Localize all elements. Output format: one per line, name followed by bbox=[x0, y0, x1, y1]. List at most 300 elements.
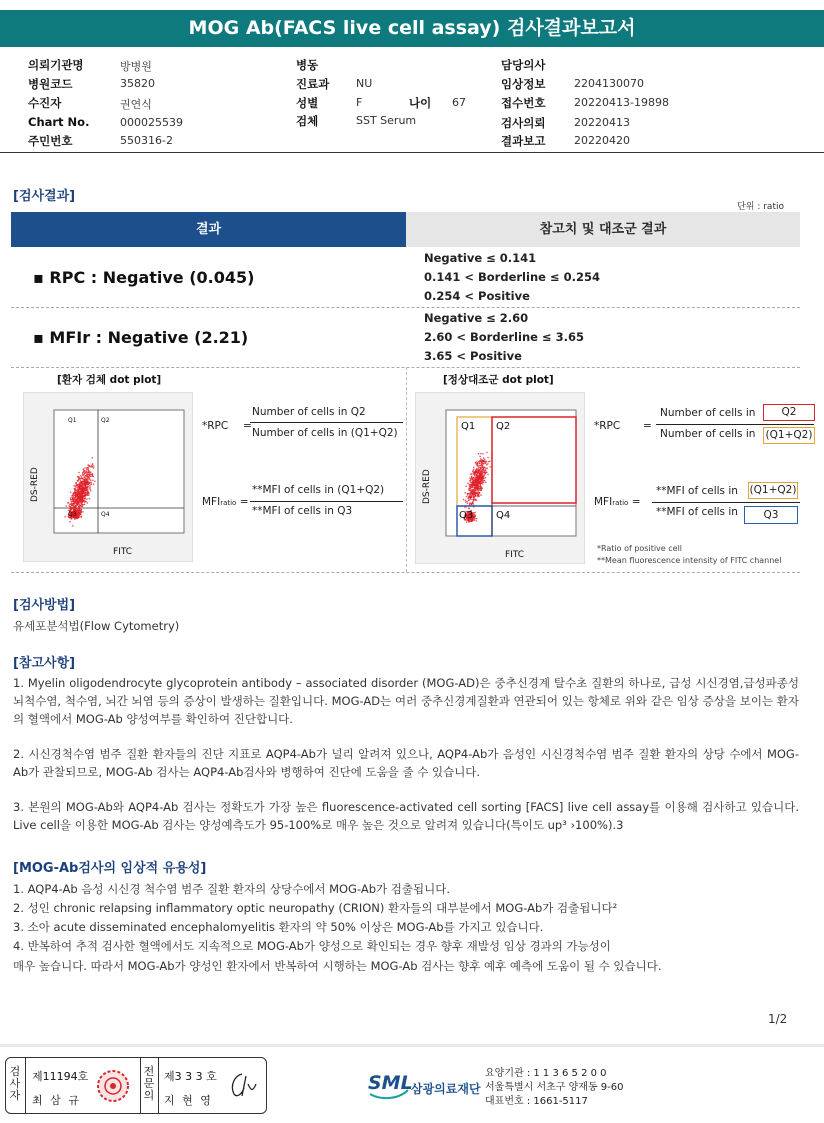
dot bbox=[473, 491, 475, 493]
dot bbox=[77, 488, 79, 490]
dot bbox=[468, 488, 470, 490]
mfi-subscript: ratio bbox=[612, 499, 629, 507]
plot-divider bbox=[406, 367, 407, 572]
usefulness-item: 매우 높습니다. 따라서 MOG-Ab가 양성인 환자에서 반복하여 시행하는 MOG-Ab 검사는 향후 예후 예측에 도움이 될 수 있습니다. bbox=[13, 959, 662, 973]
dot bbox=[70, 518, 72, 520]
info-label: 담당의사 bbox=[501, 58, 546, 72]
info-label: 병원코드 bbox=[28, 77, 73, 91]
equals-sign: = bbox=[239, 496, 249, 508]
dot bbox=[70, 492, 72, 494]
y-axis-label: DS-RED bbox=[30, 467, 40, 502]
dot bbox=[473, 473, 475, 475]
dot bbox=[477, 496, 479, 498]
dot bbox=[86, 475, 88, 477]
dot bbox=[90, 490, 92, 492]
org-contact bbox=[485, 1067, 624, 1109]
rpc-numerator: Number of cells in Q2 bbox=[252, 406, 366, 418]
dot bbox=[484, 459, 486, 461]
dot bbox=[89, 465, 91, 467]
dot bbox=[79, 497, 81, 499]
dot bbox=[480, 494, 482, 496]
dot bbox=[467, 493, 469, 495]
dot bbox=[482, 475, 484, 477]
dot bbox=[71, 496, 73, 498]
control-plot-title: [정상대조군 dot plot] bbox=[443, 374, 554, 386]
info-label: 검체 bbox=[296, 114, 319, 128]
dot bbox=[487, 468, 489, 470]
dot bbox=[471, 477, 473, 479]
box-divider bbox=[25, 1058, 26, 1113]
ctrl-rpc-numerator: Number of cells in bbox=[660, 407, 756, 419]
dot bbox=[81, 496, 83, 498]
info-label: Chart No. bbox=[28, 115, 90, 129]
dot bbox=[479, 465, 481, 467]
footnote-mfi: **Mean fluorescence intensity of FITC channel bbox=[597, 556, 782, 565]
age-label: 나이 bbox=[409, 96, 432, 110]
dot bbox=[480, 458, 482, 460]
dot bbox=[473, 469, 475, 471]
dot bbox=[88, 482, 90, 484]
mfir-reference bbox=[424, 309, 584, 366]
note-paragraph-2: 2. 시신경척수염 범주 질환 환자들의 진단 지표로 AQP4-Ab가 널리 알려져 있으나, AQP4-Ab가 음성인 시신경척수염 범주 질환 환자의 상당 수에서 MOG-Ab가 관찰되므로, MOG-Ab 검사는 AQP4-Ab검사와 병행하여 진단에 도움을 줄 수 있습니다. bbox=[13, 747, 799, 779]
dot bbox=[84, 472, 86, 474]
dot bbox=[482, 465, 484, 467]
dot bbox=[463, 499, 465, 501]
signature bbox=[226, 1068, 262, 1102]
dot bbox=[93, 483, 95, 485]
dot bbox=[483, 469, 485, 471]
dot bbox=[469, 504, 471, 506]
label-char: 전 bbox=[143, 1065, 155, 1078]
org-phone: 대표번호 : 1661-5117 bbox=[485, 1096, 588, 1107]
dot bbox=[474, 512, 476, 514]
dot bbox=[470, 485, 472, 487]
dot bbox=[87, 464, 89, 466]
dot bbox=[471, 503, 473, 505]
dot bbox=[84, 477, 86, 479]
dot bbox=[92, 474, 94, 476]
dot bbox=[92, 479, 94, 481]
dot bbox=[86, 469, 88, 471]
dot bbox=[87, 485, 89, 487]
dot bbox=[90, 474, 92, 476]
dot bbox=[79, 493, 81, 495]
dot bbox=[89, 475, 91, 477]
dot bbox=[478, 486, 480, 488]
dot bbox=[473, 480, 475, 482]
dot bbox=[474, 518, 476, 520]
dot bbox=[87, 492, 89, 494]
dot bbox=[487, 457, 489, 459]
dot bbox=[488, 461, 490, 463]
usefulness-section-title: [MOG-Ab검사의 임상적 유용성] bbox=[13, 861, 207, 876]
dot bbox=[87, 479, 89, 481]
dot bbox=[482, 472, 484, 474]
dot bbox=[477, 487, 479, 489]
dot bbox=[85, 491, 87, 493]
mfi-denominator: **MFI of cells in Q3 bbox=[252, 505, 353, 517]
dot bbox=[78, 472, 80, 474]
dot bbox=[91, 465, 93, 467]
info-value: NU bbox=[356, 77, 373, 90]
mfi-subscript: ratio bbox=[220, 499, 237, 507]
dot bbox=[473, 477, 475, 479]
dot bbox=[476, 493, 478, 495]
usefulness-item: 1. AQP4-Ab 음성 시신경 척수염 범주 질환 환자의 상당수에서 MOG-Ab가 검출됩니다. bbox=[13, 882, 450, 896]
dot bbox=[480, 467, 482, 469]
dot bbox=[484, 472, 486, 474]
method-text: 유세포분석법(Flow Cytometry) bbox=[13, 619, 180, 633]
dot bbox=[476, 518, 478, 520]
dot bbox=[481, 487, 483, 489]
dot bbox=[82, 511, 84, 513]
dot bbox=[468, 507, 470, 509]
reference-line: 2.60 < Borderline ≤ 3.65 bbox=[424, 330, 584, 344]
dot bbox=[477, 478, 479, 480]
age-value: 67 bbox=[452, 96, 466, 109]
dot bbox=[478, 482, 480, 484]
dot bbox=[474, 490, 476, 492]
dot bbox=[483, 457, 485, 459]
fraction-line bbox=[250, 501, 403, 502]
dot bbox=[86, 490, 88, 492]
reference-line: 0.254 < Positive bbox=[424, 289, 530, 303]
dot bbox=[469, 502, 471, 504]
dot bbox=[467, 503, 469, 505]
mfi-text: MFI bbox=[202, 496, 221, 508]
dot bbox=[473, 516, 475, 518]
dot bbox=[470, 490, 472, 492]
dot bbox=[477, 462, 479, 464]
ctrl-mfi-denominator: **MFI of cells in bbox=[656, 506, 738, 518]
q3-label: Q3 bbox=[459, 510, 474, 521]
label-char: 자 bbox=[9, 1089, 21, 1102]
dot bbox=[77, 516, 79, 518]
dot bbox=[472, 470, 474, 472]
dot bbox=[80, 512, 82, 514]
dot bbox=[466, 501, 468, 503]
mfi-text: MFI bbox=[594, 496, 613, 508]
dot bbox=[467, 482, 469, 484]
dot bbox=[468, 484, 470, 486]
dot bbox=[65, 505, 67, 507]
dot bbox=[484, 480, 486, 482]
info-label: 임상정보 bbox=[501, 77, 546, 91]
dot bbox=[81, 482, 83, 484]
dot bbox=[86, 484, 88, 486]
ctrl-mfi-numerator: **MFI of cells in bbox=[656, 485, 738, 497]
dot bbox=[471, 482, 473, 484]
info-label: 검사의뢰 bbox=[501, 116, 546, 130]
dot bbox=[82, 499, 84, 501]
x-axis-label: FITC bbox=[113, 547, 133, 557]
dot bbox=[484, 475, 486, 477]
q1-label: Q1 bbox=[68, 417, 77, 424]
dot bbox=[85, 475, 87, 477]
dot bbox=[80, 505, 82, 507]
dot bbox=[466, 496, 468, 498]
dot bbox=[79, 501, 81, 503]
dot bbox=[487, 474, 489, 476]
dot bbox=[475, 477, 477, 479]
dot bbox=[483, 466, 485, 468]
dot bbox=[94, 481, 96, 483]
dot bbox=[79, 506, 81, 508]
reference-column-header: 참고치 및 대조군 결과 bbox=[406, 212, 800, 247]
dot bbox=[475, 480, 477, 482]
sml-logo bbox=[366, 1070, 413, 1100]
signature-box bbox=[5, 1057, 267, 1114]
dot bbox=[480, 478, 482, 480]
dot bbox=[86, 498, 88, 500]
dot bbox=[473, 467, 475, 469]
rpc-formula-label: *RPC bbox=[594, 420, 621, 432]
dot bbox=[79, 486, 81, 488]
dot bbox=[81, 491, 83, 493]
footer-divider bbox=[0, 1044, 824, 1047]
q3-label: Q3 bbox=[68, 511, 77, 518]
dot bbox=[80, 480, 82, 482]
dot bbox=[73, 497, 75, 499]
q1q2-box: (Q1+Q2) bbox=[748, 482, 798, 499]
q4-label: Q4 bbox=[101, 511, 110, 518]
dot bbox=[474, 492, 476, 494]
dot bbox=[478, 468, 480, 470]
institution-code: 요양기관 : 1 1 3 6 5 2 0 0 bbox=[485, 1068, 607, 1079]
info-value: 000025539 bbox=[120, 116, 183, 129]
patient-plot-title: [환자 검체 dot plot] bbox=[57, 374, 162, 386]
reference-line: Negative ≤ 2.60 bbox=[424, 311, 529, 325]
dot bbox=[82, 501, 84, 503]
dot bbox=[74, 502, 76, 504]
specialist-label bbox=[143, 1066, 155, 1102]
dot bbox=[74, 518, 76, 520]
dot bbox=[70, 497, 72, 499]
dot bbox=[475, 474, 477, 476]
reference-line: Negative ≤ 0.141 bbox=[424, 251, 537, 265]
info-label: 진료과 bbox=[296, 77, 330, 91]
dot bbox=[89, 479, 91, 481]
dot bbox=[469, 494, 471, 496]
dot bbox=[69, 521, 71, 523]
dot bbox=[475, 470, 477, 472]
results-section-title: [검사결과] bbox=[13, 189, 76, 204]
dot bbox=[477, 493, 479, 495]
dot bbox=[478, 466, 480, 468]
label-char: 사 bbox=[9, 1077, 21, 1090]
dot bbox=[70, 499, 72, 501]
row-divider bbox=[11, 572, 800, 573]
dot bbox=[471, 492, 473, 494]
dot bbox=[482, 453, 484, 455]
q2-label: Q2 bbox=[101, 417, 110, 424]
info-value: 35820 bbox=[120, 77, 155, 90]
dot bbox=[486, 452, 488, 454]
dot bbox=[83, 487, 85, 489]
dot bbox=[80, 485, 82, 487]
patient-dot-plot bbox=[23, 392, 193, 562]
dot bbox=[83, 468, 85, 470]
dot bbox=[475, 462, 477, 464]
dot bbox=[91, 484, 93, 486]
dot bbox=[82, 472, 84, 474]
dot bbox=[481, 471, 483, 473]
dot bbox=[74, 507, 76, 509]
dot bbox=[480, 453, 482, 455]
dot bbox=[85, 483, 87, 485]
dot bbox=[79, 513, 81, 515]
box-divider bbox=[140, 1058, 141, 1113]
dot bbox=[473, 489, 475, 491]
dot bbox=[73, 495, 75, 497]
divider bbox=[0, 152, 824, 153]
dot bbox=[478, 490, 480, 492]
report-title: MOG Ab(FACS live cell assay) 검사결과보고서 bbox=[0, 10, 824, 47]
info-value: 권연식 bbox=[120, 98, 152, 111]
dot bbox=[85, 481, 87, 483]
dot bbox=[489, 466, 491, 468]
dot bbox=[93, 476, 95, 478]
dot bbox=[87, 494, 89, 496]
rpc-denominator: Number of cells in (Q1+Q2) bbox=[252, 427, 398, 439]
footnote-ratio: *Ratio of positive cell bbox=[597, 544, 683, 553]
dot bbox=[73, 504, 75, 506]
mfi-numerator: **MFI of cells in (Q1+Q2) bbox=[252, 484, 385, 496]
dot bbox=[88, 469, 90, 471]
dot bbox=[88, 471, 90, 473]
dot bbox=[77, 501, 79, 503]
dot bbox=[465, 500, 467, 502]
dot bbox=[475, 482, 477, 484]
label-char: 검 bbox=[9, 1065, 21, 1078]
license-number-2: 제3 3 3 호 bbox=[164, 1070, 217, 1083]
dot bbox=[72, 508, 74, 510]
dot bbox=[74, 490, 76, 492]
mfi-formula-label bbox=[594, 496, 641, 508]
dot bbox=[90, 489, 92, 491]
q3-box: Q3 bbox=[744, 506, 798, 524]
dot bbox=[473, 500, 475, 502]
dot bbox=[479, 456, 481, 458]
dot bbox=[465, 485, 467, 487]
logo-text: SML bbox=[368, 1072, 413, 1094]
info-label: 성별 bbox=[296, 96, 319, 110]
dot bbox=[74, 489, 76, 491]
dot bbox=[78, 483, 80, 485]
dot bbox=[84, 478, 86, 480]
dot bbox=[78, 509, 80, 511]
dot bbox=[84, 501, 86, 503]
q1q2-box: (Q1+Q2) bbox=[763, 427, 815, 444]
dot bbox=[79, 489, 81, 491]
info-label: 주민번호 bbox=[28, 134, 73, 148]
info-value: F bbox=[356, 96, 363, 109]
dot bbox=[84, 494, 86, 496]
fraction-line bbox=[652, 502, 800, 503]
dot bbox=[86, 470, 88, 472]
dot bbox=[77, 485, 79, 487]
info-label: 접수번호 bbox=[501, 96, 546, 110]
unit-label: 단위 : ratio bbox=[737, 202, 784, 212]
info-value: 20220413-19898 bbox=[574, 96, 669, 109]
dot bbox=[485, 461, 487, 463]
usefulness-item: 2. 성인 chronic relapsing inflammatory optic neuropathy (CRION) 환자들의 대부분에서 MOG-Ab가 검출됩니다² bbox=[13, 901, 618, 915]
dot bbox=[474, 514, 476, 516]
dot bbox=[87, 502, 89, 504]
dot bbox=[83, 495, 85, 497]
dot bbox=[486, 472, 488, 474]
dot bbox=[482, 473, 484, 475]
dot bbox=[468, 499, 470, 501]
usefulness-item: 4. 반복하여 추적 검사한 혈액에서도 지속적으로 MOG-Ab가 양성으로 확인되는 경우 향후 재발성 임상 경과의 가능성이 bbox=[13, 939, 611, 953]
dot bbox=[470, 487, 472, 489]
dot bbox=[87, 481, 89, 483]
dot bbox=[72, 501, 74, 503]
dot bbox=[475, 485, 477, 487]
dot bbox=[89, 485, 91, 487]
dot bbox=[75, 505, 77, 507]
info-label: 의뢰기관명 bbox=[28, 58, 84, 72]
signer-label bbox=[9, 1066, 21, 1102]
q4-label: Q4 bbox=[496, 510, 511, 521]
org-address: 서울특별시 서초구 양재동 9-60 bbox=[485, 1082, 624, 1093]
y-axis-label: DS-RED bbox=[422, 469, 432, 504]
fraction-line bbox=[250, 422, 403, 423]
dot bbox=[474, 487, 476, 489]
dot bbox=[77, 480, 79, 482]
dot bbox=[92, 464, 94, 466]
info-value: 20220413 bbox=[574, 116, 630, 129]
dot bbox=[90, 471, 92, 473]
mfi-formula-label bbox=[202, 496, 249, 508]
dot bbox=[483, 463, 485, 465]
reference-line: 0.141 < Borderline ≤ 0.254 bbox=[424, 270, 600, 284]
dot bbox=[481, 489, 483, 491]
dot bbox=[82, 474, 84, 476]
equals-sign: = bbox=[243, 420, 252, 432]
dot bbox=[473, 496, 475, 498]
dot bbox=[477, 470, 479, 472]
dot bbox=[68, 502, 70, 504]
dot bbox=[82, 488, 84, 490]
dot bbox=[76, 499, 78, 501]
dot bbox=[485, 481, 487, 483]
dot bbox=[481, 460, 483, 462]
q1-label: Q1 bbox=[461, 421, 476, 432]
dot bbox=[478, 453, 480, 455]
dot bbox=[91, 457, 93, 459]
dot bbox=[89, 498, 91, 500]
info-value: 2204130070 bbox=[574, 77, 644, 90]
dot bbox=[479, 463, 481, 465]
signer-name-1: 최 삼 규 bbox=[32, 1094, 81, 1107]
info-value: SST Serum bbox=[356, 114, 417, 127]
notes-section-title: [참고사항] bbox=[13, 656, 76, 671]
rpc-result: ▪ RPC : Negative (0.045) bbox=[33, 268, 255, 287]
ctrl-rpc-denominator: Number of cells in bbox=[660, 428, 756, 440]
dot bbox=[476, 463, 478, 465]
dot bbox=[77, 504, 79, 506]
dot bbox=[89, 486, 91, 488]
equals-sign: = bbox=[631, 496, 641, 508]
dot bbox=[88, 467, 90, 469]
dot bbox=[477, 480, 479, 482]
dot bbox=[80, 475, 82, 477]
dot bbox=[474, 498, 476, 500]
dot bbox=[77, 476, 79, 478]
dot bbox=[72, 525, 74, 527]
dot bbox=[86, 482, 88, 484]
